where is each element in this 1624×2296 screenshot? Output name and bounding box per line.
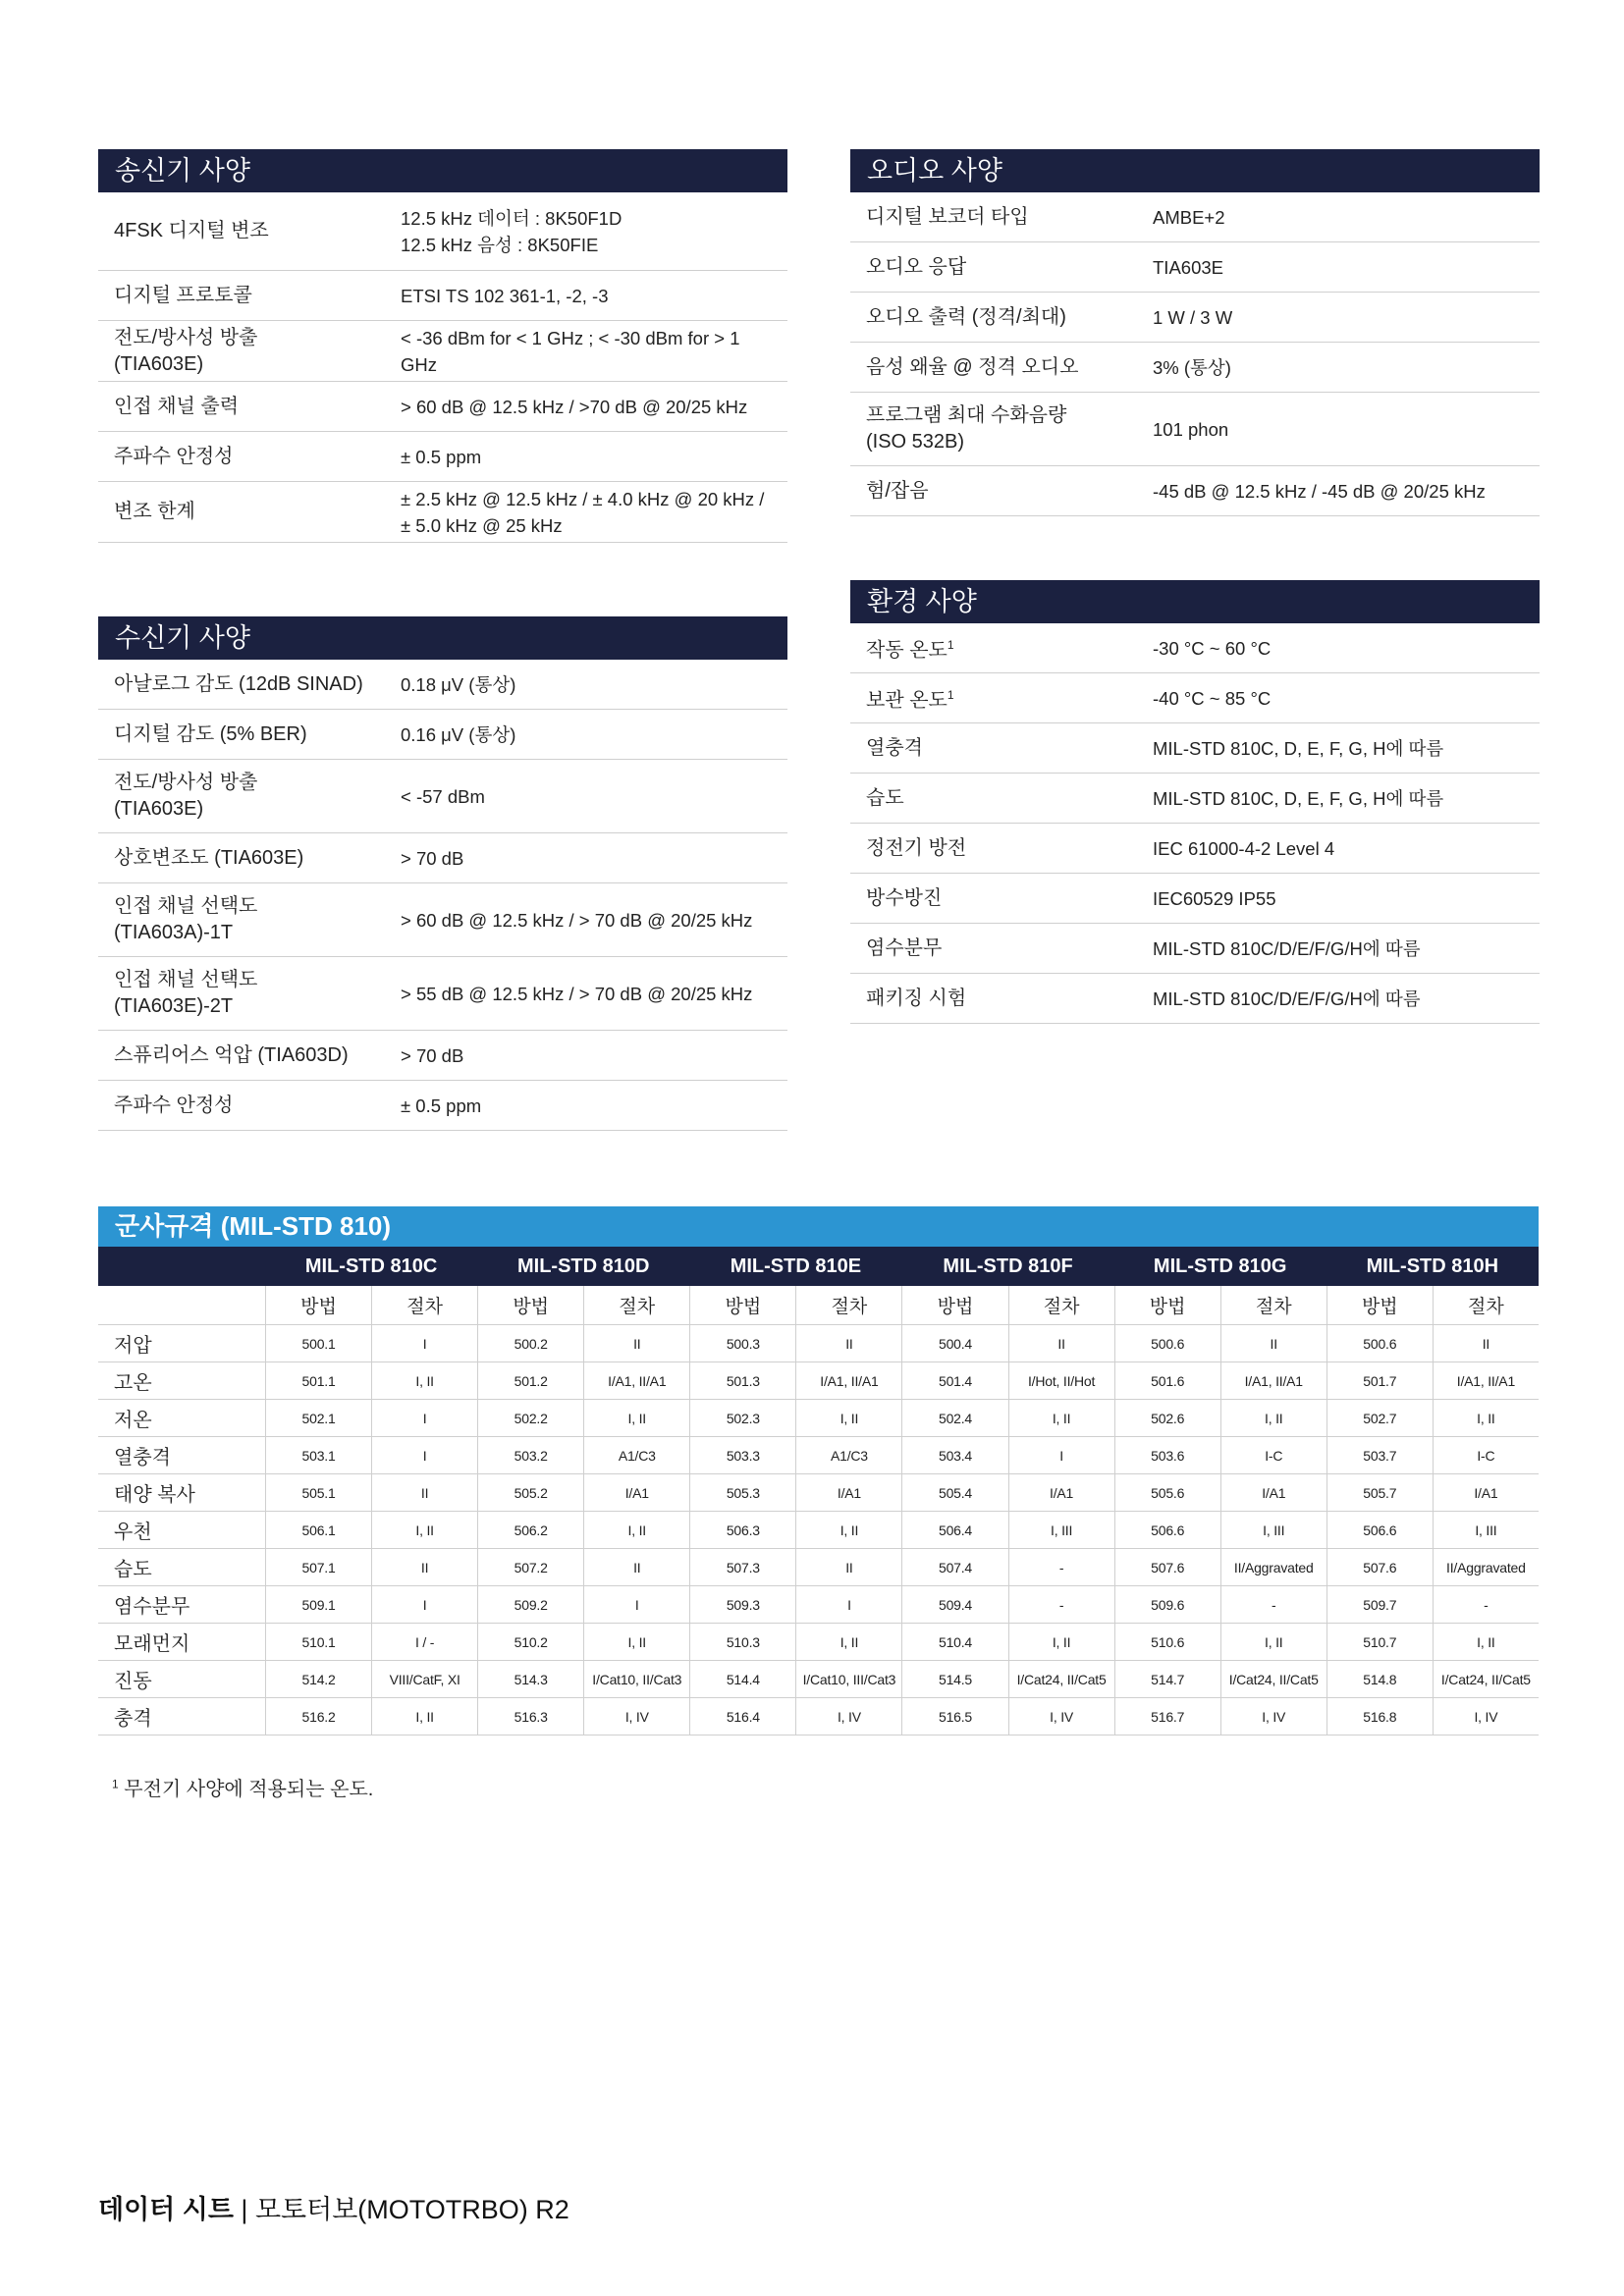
environment-spec-row-value: MIL-STD 810C, D, E, F, G, H에 따름 [1153, 737, 1444, 759]
audio-spec-row-value: TIA603E [1153, 256, 1223, 278]
transmitter-spec-row-label: 디지털 프로토콜 [114, 284, 252, 306]
environment-spec-row-footnote-marker: 1 [947, 637, 954, 652]
procedure-cell: I/Cat24, II/Cat5 [1220, 1661, 1326, 1698]
method-cell: 503.4 [901, 1437, 1007, 1474]
transmitter-spec-row [98, 482, 787, 543]
test-row-label: 우천 [98, 1512, 265, 1549]
method-cell: 514.3 [477, 1661, 583, 1698]
procedure-cell: I, IV [583, 1698, 689, 1735]
receiver-spec-row-value: > 55 dB @ 12.5 kHz / > 70 dB @ 20/25 kHz [401, 983, 753, 1004]
procedure-cell: I/A1 [583, 1474, 689, 1512]
method-cell: 500.1 [265, 1325, 371, 1362]
method-cell: 516.7 [1114, 1698, 1220, 1735]
procedure-cell: II [371, 1549, 477, 1586]
audio-spec-row-label: 프로그램 최대 수화음량 (ISO 532B) [866, 404, 1067, 453]
method-subheader: 방법 [901, 1286, 1007, 1325]
receiver-spec-row [98, 883, 787, 957]
audio-spec-rows [850, 192, 1540, 516]
method-cell: 500.2 [477, 1325, 583, 1362]
procedure-cell: - [1008, 1549, 1114, 1586]
method-cell: 500.4 [901, 1325, 1007, 1362]
procedure-cell: II [795, 1549, 901, 1586]
method-cell: 502.4 [901, 1400, 1007, 1437]
procedure-cell: I/A1, II/A1 [1433, 1362, 1539, 1400]
method-subheader: 방법 [689, 1286, 795, 1325]
environment-spec-row-label: 작동 온도 [866, 639, 947, 662]
procedure-cell: A1/C3 [795, 1437, 901, 1474]
transmitter-spec-row-value: 12.5 kHz 데이터 : 8K50F1D 12.5 kHz 음성 : 8K50FIE [401, 207, 623, 255]
audio-spec-row-label: 음성 왜율 @ 정격 오디오 [866, 355, 1079, 378]
footer-doc-type: 데이터 시트 [98, 2195, 234, 2224]
method-cell: 516.3 [477, 1698, 583, 1735]
method-cell: 509.4 [901, 1586, 1007, 1624]
procedure-cell: I/Cat24, II/Cat5 [1008, 1661, 1114, 1698]
environment-spec-row [850, 623, 1540, 673]
receiver-spec-row [98, 1081, 787, 1131]
procedure-cell: I-C [1433, 1437, 1539, 1474]
method-cell: 514.2 [265, 1661, 371, 1698]
environment-spec-row-label: 정전기 방전 [866, 836, 967, 859]
environment-spec-row-label: 보관 온도 [866, 689, 947, 712]
procedure-cell: I [583, 1586, 689, 1624]
procedure-cell: I, IV [1220, 1698, 1326, 1735]
receiver-spec-title: 수신기 사양 [98, 616, 787, 660]
receiver-spec-row [98, 1031, 787, 1081]
method-subheader: 방법 [265, 1286, 371, 1325]
method-cell: 500.3 [689, 1325, 795, 1362]
audio-spec-row [850, 242, 1540, 293]
audio-spec-title: 오디오 사양 [850, 149, 1540, 192]
method-cell: 503.1 [265, 1437, 371, 1474]
procedure-cell: I, II [371, 1698, 477, 1735]
transmitter-spec-row-value: < -36 dBm for < 1 GHz ; < -30 dBm for > 1 GHz [401, 327, 740, 375]
method-cell: 510.3 [689, 1624, 795, 1661]
environment-spec-row-value: IEC60529 IP55 [1153, 887, 1276, 909]
method-cell: 502.7 [1326, 1400, 1433, 1437]
procedure-cell: I [795, 1586, 901, 1624]
method-cell: 507.1 [265, 1549, 371, 1586]
method-cell: 509.1 [265, 1586, 371, 1624]
procedure-cell: I/A1 [1220, 1474, 1326, 1512]
military-standard-title: 군사규격 (MIL-STD 810) [98, 1206, 1539, 1247]
procedure-cell: I, III [1220, 1512, 1326, 1549]
standard-header: MIL-STD 810E [689, 1247, 901, 1286]
method-cell: 503.7 [1326, 1437, 1433, 1474]
test-row-label: 태양 복사 [98, 1474, 265, 1512]
procedure-cell: I [371, 1325, 477, 1362]
footnote-text: 무전기 사양에 적용되는 온도. [124, 1779, 374, 1800]
receiver-spec-row-label: 디지털 감도 (5% BER) [114, 722, 307, 745]
method-cell: 502.2 [477, 1400, 583, 1437]
procedure-cell: I, II [583, 1512, 689, 1549]
method-cell: 500.6 [1326, 1325, 1433, 1362]
receiver-spec-row-label: 전도/방사성 방출 (TIA603E) [114, 772, 258, 820]
procedure-cell: II [583, 1549, 689, 1586]
method-cell: 510.1 [265, 1624, 371, 1661]
environment-spec-title: 환경 사양 [850, 580, 1540, 623]
procedure-subheader: 절차 [1433, 1286, 1539, 1325]
test-row-label: 염수분무 [98, 1586, 265, 1624]
environment-spec-row [850, 774, 1540, 824]
transmitter-spec-title: 송신기 사양 [98, 149, 787, 192]
environment-spec-table [850, 580, 1540, 1024]
audio-spec-row-label: 험/잡음 [866, 479, 929, 502]
transmitter-spec-row-label: 주파수 안정성 [114, 445, 234, 467]
audio-spec-row [850, 293, 1540, 343]
method-cell: 505.6 [1114, 1474, 1220, 1512]
procedure-cell: II [795, 1325, 901, 1362]
audio-spec-row-value: 1 W / 3 W [1153, 306, 1233, 328]
procedure-cell: I/Cat24, II/Cat5 [1433, 1661, 1539, 1698]
method-cell: 514.7 [1114, 1661, 1220, 1698]
transmitter-spec-table [98, 149, 787, 543]
method-cell: 514.4 [689, 1661, 795, 1698]
environment-spec-row-label: 습도 [866, 786, 904, 809]
procedure-cell: I, II [583, 1624, 689, 1661]
method-cell: 501.3 [689, 1362, 795, 1400]
method-cell: 506.6 [1326, 1512, 1433, 1549]
procedure-cell: I/A1, II/A1 [583, 1362, 689, 1400]
test-row-label: 습도 [98, 1549, 265, 1586]
procedure-cell: II [371, 1474, 477, 1512]
receiver-spec-row-value: < -57 dBm [401, 785, 485, 807]
procedure-cell: I/A1 [1008, 1474, 1114, 1512]
standard-header: MIL-STD 810F [901, 1247, 1113, 1286]
transmitter-spec-row-label: 4FSK 디지털 변조 [114, 220, 269, 241]
transmitter-spec-row [98, 321, 787, 382]
receiver-spec-row-value: 0.18 μV (통상) [401, 673, 516, 695]
method-cell: 516.2 [265, 1698, 371, 1735]
procedure-cell: I, II [795, 1400, 901, 1437]
procedure-cell: II [583, 1325, 689, 1362]
procedure-cell: I, II [1433, 1400, 1539, 1437]
receiver-spec-row-label: 상호변조도 (TIA603E) [114, 846, 304, 869]
military-standard-grid [98, 1247, 1539, 1735]
audio-spec-table [850, 149, 1540, 516]
procedure-cell: II [1008, 1325, 1114, 1362]
audio-spec-row [850, 466, 1540, 516]
procedure-cell: I [371, 1586, 477, 1624]
method-subheader: 방법 [1114, 1286, 1220, 1325]
procedure-cell: I, II [583, 1400, 689, 1437]
receiver-spec-row-label: 인접 채널 선택도 (TIA603A)-1T [114, 895, 258, 943]
method-cell: 506.6 [1114, 1512, 1220, 1549]
method-cell: 501.1 [265, 1362, 371, 1400]
environment-spec-row-value: MIL-STD 810C/D/E/F/G/H에 따름 [1153, 988, 1421, 1009]
method-cell: 503.3 [689, 1437, 795, 1474]
audio-spec-row [850, 393, 1540, 466]
method-cell: 505.1 [265, 1474, 371, 1512]
receiver-spec-row-value: 0.16 μV (통상) [401, 723, 516, 745]
method-cell: 505.2 [477, 1474, 583, 1512]
footnote-marker: 1 [112, 1777, 119, 1791]
receiver-spec-row [98, 660, 787, 710]
procedure-cell: I, IV [795, 1698, 901, 1735]
audio-spec-row [850, 192, 1540, 242]
standard-header: MIL-STD 810G [1114, 1247, 1326, 1286]
procedure-cell: I, II [1008, 1400, 1114, 1437]
procedure-cell: I, II [1220, 1400, 1326, 1437]
environment-spec-row [850, 673, 1540, 723]
transmitter-spec-row-value: ± 0.5 ppm [401, 446, 482, 467]
receiver-spec-row-label: 인접 채널 선택도 (TIA603E)-2T [114, 969, 258, 1017]
procedure-cell: I, IV [1433, 1698, 1539, 1735]
environment-spec-row-label: 열충격 [866, 736, 923, 759]
transmitter-spec-row-label: 인접 채널 출력 [114, 395, 240, 417]
receiver-spec-row [98, 710, 787, 760]
receiver-spec-row-value: > 70 dB [401, 1044, 464, 1066]
environment-spec-row [850, 824, 1540, 874]
environment-spec-row [850, 974, 1540, 1024]
transmitter-spec-row [98, 432, 787, 482]
procedure-cell: I, IV [1008, 1698, 1114, 1735]
procedure-cell: II/Aggravated [1220, 1549, 1326, 1586]
method-cell: 507.6 [1326, 1549, 1433, 1586]
environment-spec-row [850, 723, 1540, 774]
method-cell: 506.2 [477, 1512, 583, 1549]
procedure-cell: I, III [1008, 1512, 1114, 1549]
standard-header: MIL-STD 810C [265, 1247, 477, 1286]
test-row-label: 열충격 [98, 1437, 265, 1474]
method-cell: 501.4 [901, 1362, 1007, 1400]
procedure-cell: II/Aggravated [1433, 1549, 1539, 1586]
method-cell: 509.6 [1114, 1586, 1220, 1624]
military-standard-table [98, 1206, 1539, 1735]
audio-spec-row-value: AMBE+2 [1153, 206, 1225, 228]
subheader-blank [98, 1286, 265, 1325]
method-cell: 516.5 [901, 1698, 1007, 1735]
environment-spec-row-value: MIL-STD 810C/D/E/F/G/H에 따름 [1153, 937, 1421, 959]
transmitter-spec-rows [98, 192, 787, 543]
environment-spec-row-label: 염수분무 [866, 936, 943, 959]
footer-product-name: 모토터보(MOTOTRBO) R2 [254, 2195, 569, 2224]
method-cell: 502.3 [689, 1400, 795, 1437]
test-row-label: 진동 [98, 1661, 265, 1698]
transmitter-spec-row-label: 변조 한계 [114, 501, 195, 522]
method-cell: 506.1 [265, 1512, 371, 1549]
method-cell: 507.3 [689, 1549, 795, 1586]
method-cell: 505.7 [1326, 1474, 1433, 1512]
audio-spec-row-value: -45 dB @ 12.5 kHz / -45 dB @ 20/25 kHz [1153, 480, 1486, 502]
transmitter-spec-row-value: ETSI TS 102 361-1, -2, -3 [401, 285, 609, 306]
procedure-cell: I/A1 [795, 1474, 901, 1512]
transmitter-spec-row-label: 전도/방사성 방출 (TIA603E) [114, 326, 258, 375]
method-cell: 507.4 [901, 1549, 1007, 1586]
environment-spec-row-value: -40 °C ~ 85 °C [1153, 687, 1272, 709]
environment-spec-row [850, 924, 1540, 974]
procedure-cell: II [1433, 1325, 1539, 1362]
standard-header: MIL-STD 810H [1326, 1247, 1539, 1286]
procedure-cell: I [371, 1437, 477, 1474]
test-row-label: 모래먼지 [98, 1624, 265, 1661]
receiver-spec-row [98, 957, 787, 1031]
procedure-cell: I, II [1433, 1624, 1539, 1661]
receiver-spec-table [98, 616, 787, 1131]
procedure-cell: I, II [1008, 1624, 1114, 1661]
environment-spec-row-label: 패키징 시험 [866, 987, 967, 1009]
method-cell: 503.2 [477, 1437, 583, 1474]
method-cell: 509.3 [689, 1586, 795, 1624]
method-cell: 510.2 [477, 1624, 583, 1661]
procedure-cell: I, II [1220, 1624, 1326, 1661]
procedure-cell: - [1220, 1586, 1326, 1624]
receiver-spec-row [98, 760, 787, 833]
audio-spec-row-label: 디지털 보코더 타입 [866, 205, 1029, 228]
method-cell: 506.4 [901, 1512, 1007, 1549]
method-cell: 509.2 [477, 1586, 583, 1624]
method-subheader: 방법 [477, 1286, 583, 1325]
method-cell: 507.6 [1114, 1549, 1220, 1586]
environment-spec-row-label-wrap [850, 632, 1153, 665]
footnote [112, 1773, 373, 1801]
environment-spec-row-value: MIL-STD 810C, D, E, F, G, H에 따름 [1153, 787, 1444, 809]
test-row-label: 저압 [98, 1325, 265, 1362]
procedure-cell: I-C [1220, 1437, 1326, 1474]
procedure-cell: I/Cat10, III/Cat3 [795, 1661, 901, 1698]
procedure-cell: I/Cat10, II/Cat3 [583, 1661, 689, 1698]
method-cell: 505.3 [689, 1474, 795, 1512]
environment-spec-row [850, 874, 1540, 924]
procedure-cell: - [1008, 1586, 1114, 1624]
procedure-cell: I [371, 1400, 477, 1437]
method-cell: 503.6 [1114, 1437, 1220, 1474]
procedure-subheader: 절차 [1220, 1286, 1326, 1325]
method-cell: 501.6 [1114, 1362, 1220, 1400]
method-cell: 510.7 [1326, 1624, 1433, 1661]
test-row-label: 충격 [98, 1698, 265, 1735]
transmitter-spec-row [98, 382, 787, 432]
procedure-cell: I, II [371, 1512, 477, 1549]
procedure-cell: I, II [371, 1362, 477, 1400]
method-cell: 516.8 [1326, 1698, 1433, 1735]
method-cell: 505.4 [901, 1474, 1007, 1512]
environment-spec-row-value: IEC 61000-4-2 Level 4 [1153, 837, 1335, 859]
receiver-spec-row-value: > 70 dB [401, 847, 464, 869]
method-subheader: 방법 [1326, 1286, 1433, 1325]
receiver-spec-rows [98, 660, 787, 1131]
environment-spec-rows [850, 623, 1540, 1024]
audio-spec-row-label: 오디오 출력 (정격/최대) [866, 305, 1066, 328]
method-cell: 500.6 [1114, 1325, 1220, 1362]
environment-spec-row-label-wrap [850, 682, 1153, 715]
transmitter-spec-row [98, 271, 787, 321]
method-cell: 501.7 [1326, 1362, 1433, 1400]
procedure-cell: II [1220, 1325, 1326, 1362]
procedure-cell: I, II [795, 1512, 901, 1549]
receiver-spec-row-value: ± 0.5 ppm [401, 1095, 482, 1116]
method-cell: 510.6 [1114, 1624, 1220, 1661]
standard-header-blank [98, 1247, 265, 1286]
procedure-cell: I, II [795, 1624, 901, 1661]
transmitter-spec-row-value: ± 2.5 kHz @ 12.5 kHz / ± 4.0 kHz @ 20 kHz / ± 5.0 kHz @ 25 kHz [401, 488, 765, 536]
transmitter-spec-row [98, 192, 787, 271]
page-footer [98, 2188, 569, 2226]
procedure-cell: I, III [1433, 1512, 1539, 1549]
environment-spec-row-value: -30 °C ~ 60 °C [1153, 637, 1272, 659]
procedure-cell: - [1433, 1586, 1539, 1624]
procedure-cell: I/A1, II/A1 [1220, 1362, 1326, 1400]
receiver-spec-row-label: 스퓨리어스 억압 (TIA603D) [114, 1043, 349, 1066]
receiver-spec-row-value: > 60 dB @ 12.5 kHz / > 70 dB @ 20/25 kHz [401, 909, 753, 931]
method-cell: 501.2 [477, 1362, 583, 1400]
environment-spec-row-footnote-marker: 1 [947, 687, 954, 702]
method-cell: 516.4 [689, 1698, 795, 1735]
test-row-label: 저온 [98, 1400, 265, 1437]
procedure-subheader: 절차 [795, 1286, 901, 1325]
receiver-spec-row-label: 주파수 안정성 [114, 1094, 234, 1116]
procedure-cell: I/Hot, II/Hot [1008, 1362, 1114, 1400]
method-cell: 502.1 [265, 1400, 371, 1437]
audio-spec-row-label: 오디오 응답 [866, 255, 967, 278]
test-row-label: 고온 [98, 1362, 265, 1400]
method-cell: 507.2 [477, 1549, 583, 1586]
procedure-cell: VIII/CatF, XI [371, 1661, 477, 1698]
procedure-cell: I/A1 [1433, 1474, 1539, 1512]
audio-spec-row-value: 101 phon [1153, 418, 1229, 440]
method-cell: 502.6 [1114, 1400, 1220, 1437]
receiver-spec-row [98, 833, 787, 883]
method-cell: 514.5 [901, 1661, 1007, 1698]
procedure-cell: A1/C3 [583, 1437, 689, 1474]
method-cell: 506.3 [689, 1512, 795, 1549]
transmitter-spec-row-value: > 60 dB @ 12.5 kHz / >70 dB @ 20/25 kHz [401, 396, 748, 417]
procedure-subheader: 절차 [583, 1286, 689, 1325]
audio-spec-row-value: 3% (통상) [1153, 356, 1231, 378]
standard-header: MIL-STD 810D [477, 1247, 689, 1286]
procedure-subheader: 절차 [1008, 1286, 1114, 1325]
method-cell: 510.4 [901, 1624, 1007, 1661]
procedure-cell: I / - [371, 1624, 477, 1661]
method-cell: 509.7 [1326, 1586, 1433, 1624]
procedure-cell: I/A1, II/A1 [795, 1362, 901, 1400]
procedure-cell: I [1008, 1437, 1114, 1474]
procedure-subheader: 절차 [371, 1286, 477, 1325]
method-cell: 514.8 [1326, 1661, 1433, 1698]
footer-separator: | [233, 2195, 255, 2224]
environment-spec-row-label: 방수방진 [866, 886, 943, 909]
receiver-spec-row-label: 아날로그 감도 (12dB SINAD) [114, 672, 363, 695]
audio-spec-row [850, 343, 1540, 393]
